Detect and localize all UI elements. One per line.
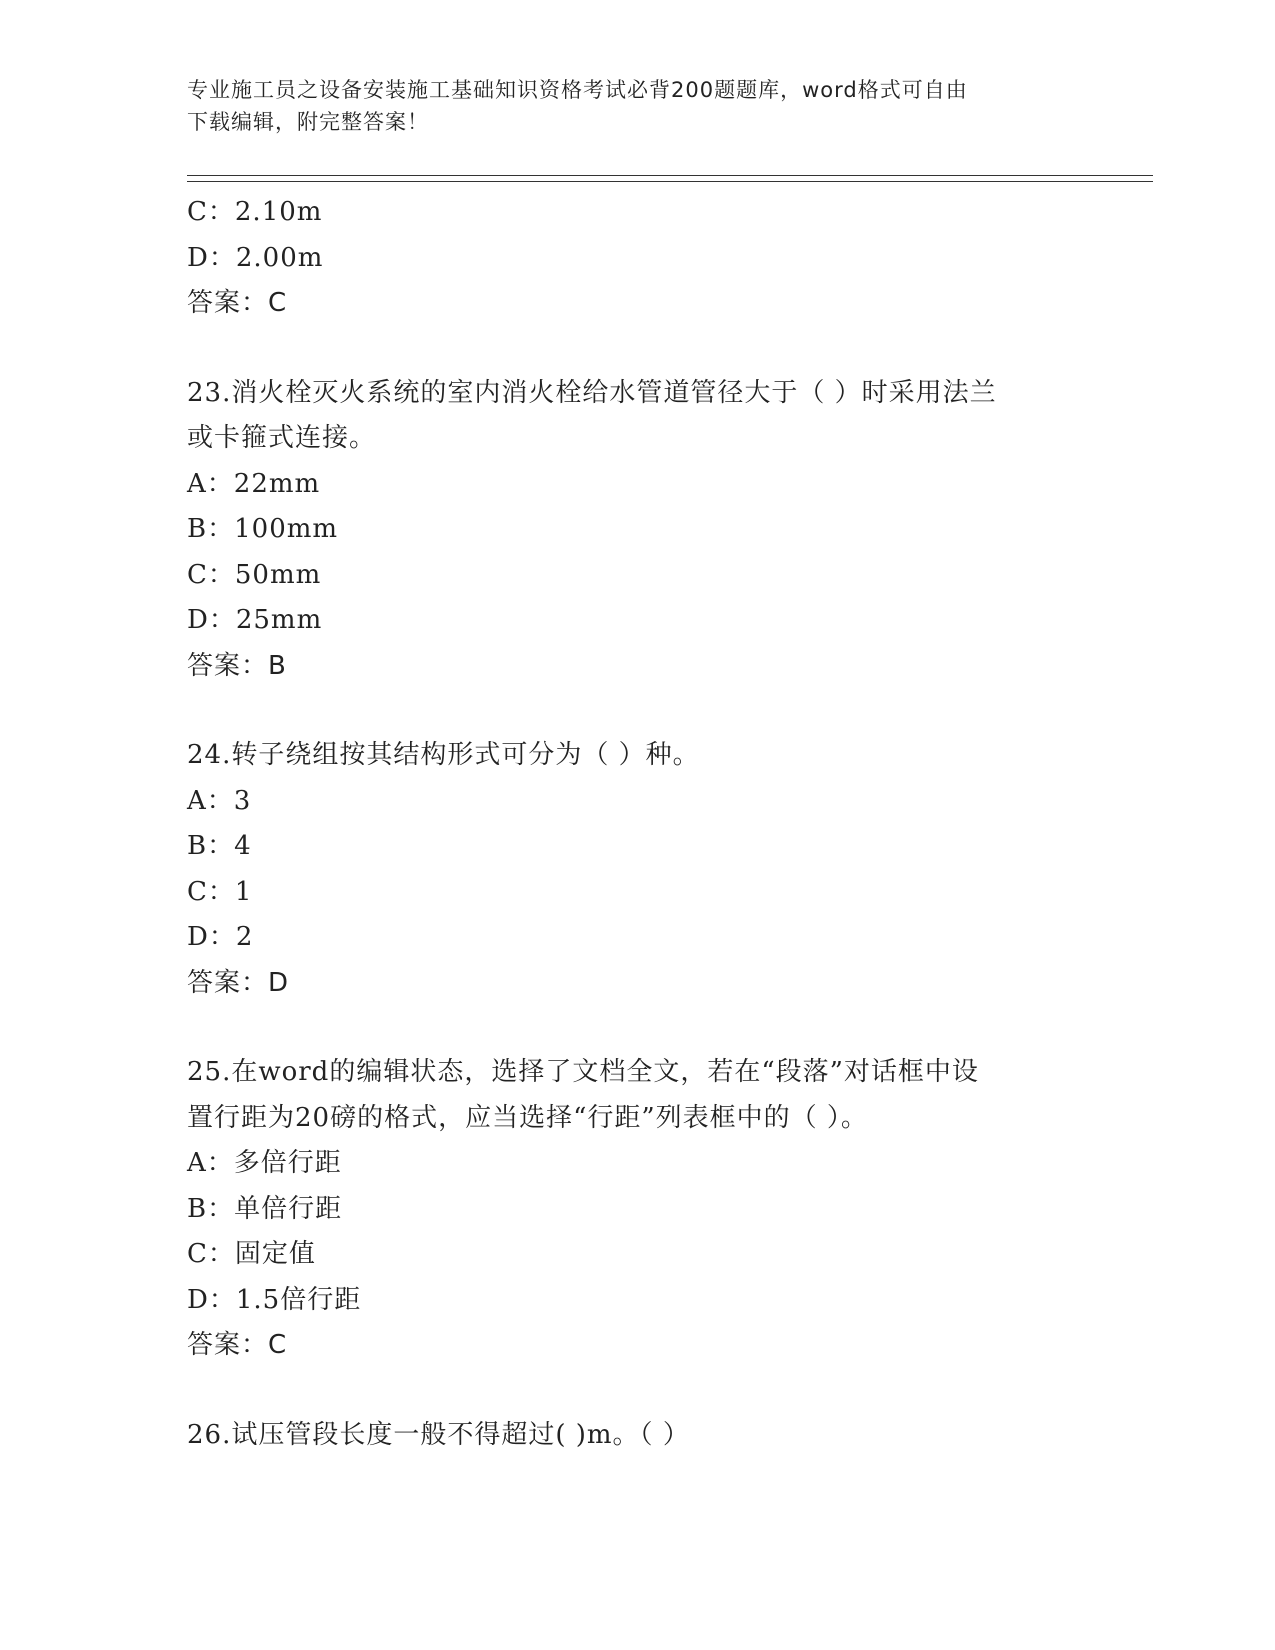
spacer (187, 689, 1087, 733)
answer-label: 答案：D (187, 967, 290, 998)
question-text-line: 24.转子绕组按其结构形式可分为（ ）种。 (187, 740, 700, 770)
question-25 (187, 1050, 1087, 1369)
option-b: B：单倍行距 (187, 1193, 343, 1224)
option-a: A：多倍行距 (187, 1148, 342, 1178)
option-a: A：22mm (187, 468, 321, 499)
question-text-line: 26.试压管段长度一般不得超过( )m。（ ） (187, 1419, 690, 1450)
option-a: A：3 (187, 785, 252, 816)
question-list (187, 190, 1087, 1458)
question-22-continued (187, 190, 1087, 327)
option-b: B：4 (187, 831, 252, 861)
option-d: D：2.00m (187, 242, 324, 273)
header-divider-top (187, 175, 1153, 176)
spacer (187, 327, 1087, 371)
answer-label: 答案：C (187, 288, 288, 318)
question-26 (187, 1413, 1087, 1459)
option-d: D：25mm (187, 605, 323, 635)
document-header (187, 74, 1087, 138)
question-24 (187, 733, 1087, 1006)
spacer (187, 1369, 1087, 1413)
spacer (187, 1006, 1087, 1050)
header-line-1: 专业施工员之设备安装施工基础知识资格考试必背200题题库，word格式可自由 (187, 78, 968, 102)
question-text-line: 置行距为20磅的格式，应当选择“行距”列表框中的（ ）。 (187, 1102, 868, 1133)
question-text-line: 或卡箍式连接。 (187, 423, 377, 453)
option-c: C：50mm (187, 559, 322, 590)
option-c: C：2.10m (187, 197, 323, 227)
option-c: C：1 (187, 876, 253, 907)
answer-label: 答案：B (187, 650, 287, 681)
option-d: D：2 (187, 922, 254, 952)
option-c: C：固定值 (187, 1239, 316, 1269)
answer-label: 答案：C (187, 1330, 288, 1360)
question-text-line: 25.在word的编辑状态，选择了文档全文，若在“段落”对话框中设 (187, 1057, 979, 1087)
option-d: D：1.5倍行距 (187, 1284, 362, 1315)
header-line-2: 下载编辑，附完整答案！ (187, 110, 429, 134)
header-divider-bottom (187, 181, 1153, 182)
option-b: B：100mm (187, 514, 339, 544)
question-text-line: 23.消火栓灭火系统的室内消火栓给水管道管径大于（ ）时采用法兰 (187, 377, 997, 408)
question-23 (187, 371, 1087, 690)
